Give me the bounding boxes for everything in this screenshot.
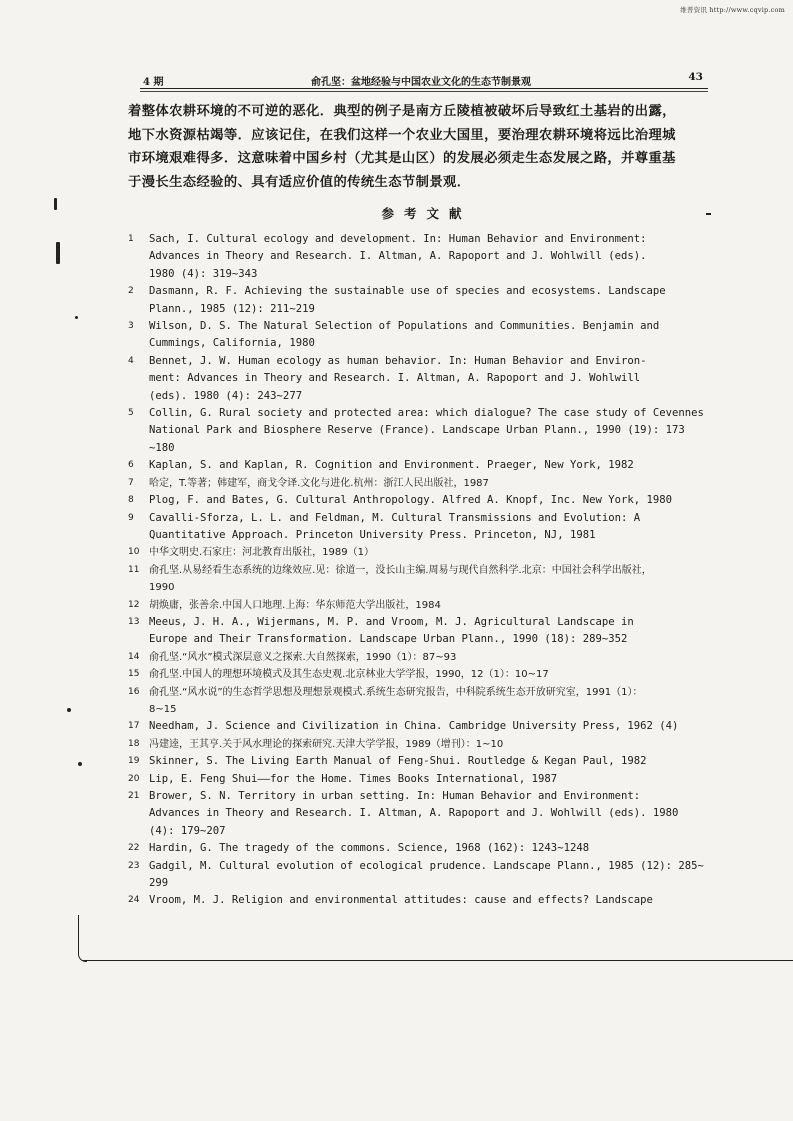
reference-line: (eds). 1980 (4): 243~277 — [149, 389, 303, 402]
page-number: 43 — [688, 71, 703, 83]
references-heading: 参考文献 — [381, 206, 472, 221]
reference-line: Cummings, California, 1980 — [149, 337, 315, 350]
reference-item — [128, 614, 712, 649]
reference-item — [128, 684, 712, 719]
reference-line: Quantitative Approach. Princeton University Press. Princeton, NJ, 1981 — [149, 528, 596, 541]
scan-mark — [54, 198, 57, 210]
reference-line: Wilson, D. S. The Natural Selection of Populations and Communities. Benjamin and — [149, 320, 660, 333]
running-title: 俞孔坚：盆地经验与中国农业文化的生态节制景观 — [311, 77, 531, 88]
reference-item — [128, 283, 712, 318]
scan-mark — [75, 316, 78, 319]
reference-item — [128, 231, 712, 283]
reference-number: 3 — [128, 321, 134, 332]
reference-number: 4 — [128, 355, 134, 366]
reference-line: Hardin, G. The tragedy of the commons. Science, 1968 (162): 1243~1248 — [149, 842, 590, 855]
reference-number: 16 — [128, 686, 140, 697]
reference-list — [128, 231, 712, 910]
reference-item — [128, 858, 712, 893]
reference-line: Cavalli-Sforza, L. L. and Feldman, M. Cultural Transmissions and Evolution: A — [149, 511, 641, 524]
body-line: 地下水资源枯竭等．应该记住，在我们这样一个农业大国里，要治理农耕环境将远比治理城 — [128, 127, 676, 143]
reference-line: Gadgil, M. Cultural evolution of ecological prudence. Landscape Plann., 1985 (12): 285~ — [149, 859, 704, 872]
header-rule-thin — [140, 91, 708, 92]
scan-mark — [706, 213, 711, 215]
reference-line: Meeus, J. H. A., Wijermans, M. P. and Vroom, M. J. Agricultural Landscape in — [149, 615, 634, 628]
reference-item — [128, 736, 712, 753]
reference-line: Vroom, M. J. Religion and environmental attitudes: cause and effects? Landscape — [149, 894, 653, 907]
reference-item — [128, 649, 712, 666]
reference-line: Europe and Their Transformation. Landscape Urban Plann., 1990 (18): 289~352 — [149, 633, 628, 646]
reference-item — [128, 666, 712, 683]
reference-item — [128, 771, 712, 788]
reference-number: 12 — [128, 599, 140, 610]
reference-item — [128, 718, 712, 735]
reference-item — [128, 840, 712, 857]
reference-line: Skinner, S. The Living Earth Manual of Feng-Shui. Routledge & Kegan Paul, 1982 — [149, 755, 647, 768]
reference-number: 7 — [128, 477, 134, 488]
reference-number: 20 — [128, 773, 140, 784]
reference-line: Plog, F. and Bates, G. Cultural Anthropology. Alfred A. Knopf, Inc. New York, 1980 — [149, 494, 672, 507]
page-edge-curl — [78, 915, 87, 962]
reference-number: 24 — [128, 895, 140, 906]
reference-number: 19 — [128, 756, 140, 767]
page-edge-rule — [82, 960, 793, 961]
header-rule — [140, 88, 708, 89]
reference-item — [128, 597, 712, 614]
scan-mark — [56, 242, 60, 264]
reference-number: 6 — [128, 460, 134, 471]
reference-item — [128, 562, 712, 597]
reference-line: 冯建逵，王其亨.关于风水理论的探索研究.天津大学学报，1989（增刊）：1~10 — [149, 738, 504, 750]
reference-number: 18 — [128, 738, 140, 749]
reference-number: 17 — [128, 721, 140, 732]
reference-line: ment: Advances in Theory and Research. I. Altman, A. Rapoport and J. Wohlwill — [149, 372, 641, 385]
reference-number: 8 — [128, 495, 134, 506]
reference-line: National Park and Biosphere Reserve (France). Landscape Urban Plann., 1990 (19): 173 — [149, 424, 685, 437]
watermark: 维普资讯 http://www.cqvip.com — [680, 6, 785, 14]
reference-number: 13 — [128, 616, 140, 627]
reference-number: 15 — [128, 669, 140, 680]
reference-line: Bennet, J. W. Human ecology as human behavior. In: Human Behavior and Environ- — [149, 354, 647, 367]
reference-line: 俞孔坚.中国人的理想环境模式及其生态史观.北京林业大学学报，1990，12（1）：10~17 — [149, 669, 549, 681]
body-line: 市环境艰难得多．这意味着中国乡村（尤其是山区）的发展必须走生态发展之路，并尊重基 — [128, 151, 676, 166]
reference-item — [128, 753, 712, 770]
reference-item — [128, 788, 712, 840]
reference-line: Lip, E. Feng Shui——for the Home. Times Books International, 1987 — [149, 772, 558, 785]
reference-line: 1980 (4): 319~343 — [149, 267, 258, 280]
reference-line: Plann., 1985 (12): 211~219 — [149, 302, 315, 315]
reference-line: 中华文明史.石家庄：河北教育出版社，1989（1） — [149, 547, 374, 559]
reference-number: 23 — [128, 860, 140, 871]
reference-line: 俞孔坚.从易经看生态系统的边缘效应.见：徐道一，没长山主编.周易与现代自然科学.北京：中国社会科学出版社， — [149, 564, 652, 576]
reference-line: (4): 179~207 — [149, 824, 226, 837]
reference-number: 9 — [128, 512, 134, 523]
reference-number: 21 — [128, 791, 140, 801]
issue-number: 4 期 — [143, 77, 164, 88]
reference-item — [128, 457, 712, 474]
reference-number: 14 — [128, 651, 140, 662]
reference-line: 俞孔坚.“风水”模式深层意义之探索.大自然探索，1990（1）：87~93 — [149, 651, 457, 663]
reference-line: Brower, S. N. Territory in urban setting. In: Human Behavior and Environment: — [149, 790, 641, 802]
scan-mark — [67, 708, 71, 712]
reference-line: Needham, J. Science and Civilization in China. Cambridge University Press, 1962 (4) — [149, 720, 679, 733]
body-line: 于漫长生态经验的、具有适应价值的传统生态节制景观． — [128, 174, 471, 190]
reference-number: 10 — [128, 547, 140, 558]
body-line: 着整体农耕环境的不可逆的恶化．典型的例子是南方丘陵植被破坏后导致红土基岩的出露， — [128, 104, 676, 119]
reference-line: 胡焕庸，张善余.中国人口地理.上海：华东师范大学出版社，1984 — [149, 599, 441, 611]
reference-line: 哈定，T.等著；韩建军，商戈令译.文化与进化.杭州：浙江人民出版社，1987 — [149, 477, 489, 489]
reference-number: 5 — [128, 408, 134, 419]
reference-item — [128, 475, 712, 492]
scan-mark — [78, 762, 82, 766]
reference-line: 299 — [149, 877, 169, 890]
reference-item — [128, 405, 712, 457]
reference-number: 11 — [128, 564, 140, 575]
reference-line: Kaplan, S. and Kaplan, R. Cognition and Environment. Praeger, New York, 1982 — [149, 459, 634, 472]
reference-line: 俞孔坚.“风水说”的生态哲学思想及理想景观模式.系统生态研究报告，中科院系统生态开放研究室，1991（1）： — [149, 686, 643, 698]
reference-line: Advances in Theory and Research. I. Altman, A. Rapoport and J. Wohlwill (eds). — [149, 250, 647, 263]
reference-line: 1990 — [149, 582, 175, 594]
reference-item — [128, 544, 712, 561]
reference-item — [128, 892, 712, 909]
reference-item — [128, 353, 712, 405]
reference-line: 8~15 — [149, 703, 177, 715]
reference-item — [128, 318, 712, 353]
reference-line: Collin, G. Rural society and protected area: which dialogue? The case study of Cevennes — [149, 407, 704, 420]
body-paragraph — [128, 100, 712, 194]
reference-number: 2 — [128, 286, 134, 297]
reference-line: Advances in Theory and Research. I. Altman, A. Rapoport and J. Wohlwill (eds). 1980 — [149, 807, 679, 820]
reference-number: 1 — [128, 234, 134, 244]
reference-item — [128, 492, 712, 509]
reference-line: ~180 — [149, 441, 175, 454]
reference-line: Dasmann, R. F. Achieving the sustainable use of species and ecosystems. Landscape — [149, 285, 666, 298]
reference-item — [128, 510, 712, 545]
reference-line: Sach, I. Cultural ecology and development. In: Human Behavior and Environment: — [149, 233, 647, 245]
reference-number: 22 — [128, 843, 140, 854]
